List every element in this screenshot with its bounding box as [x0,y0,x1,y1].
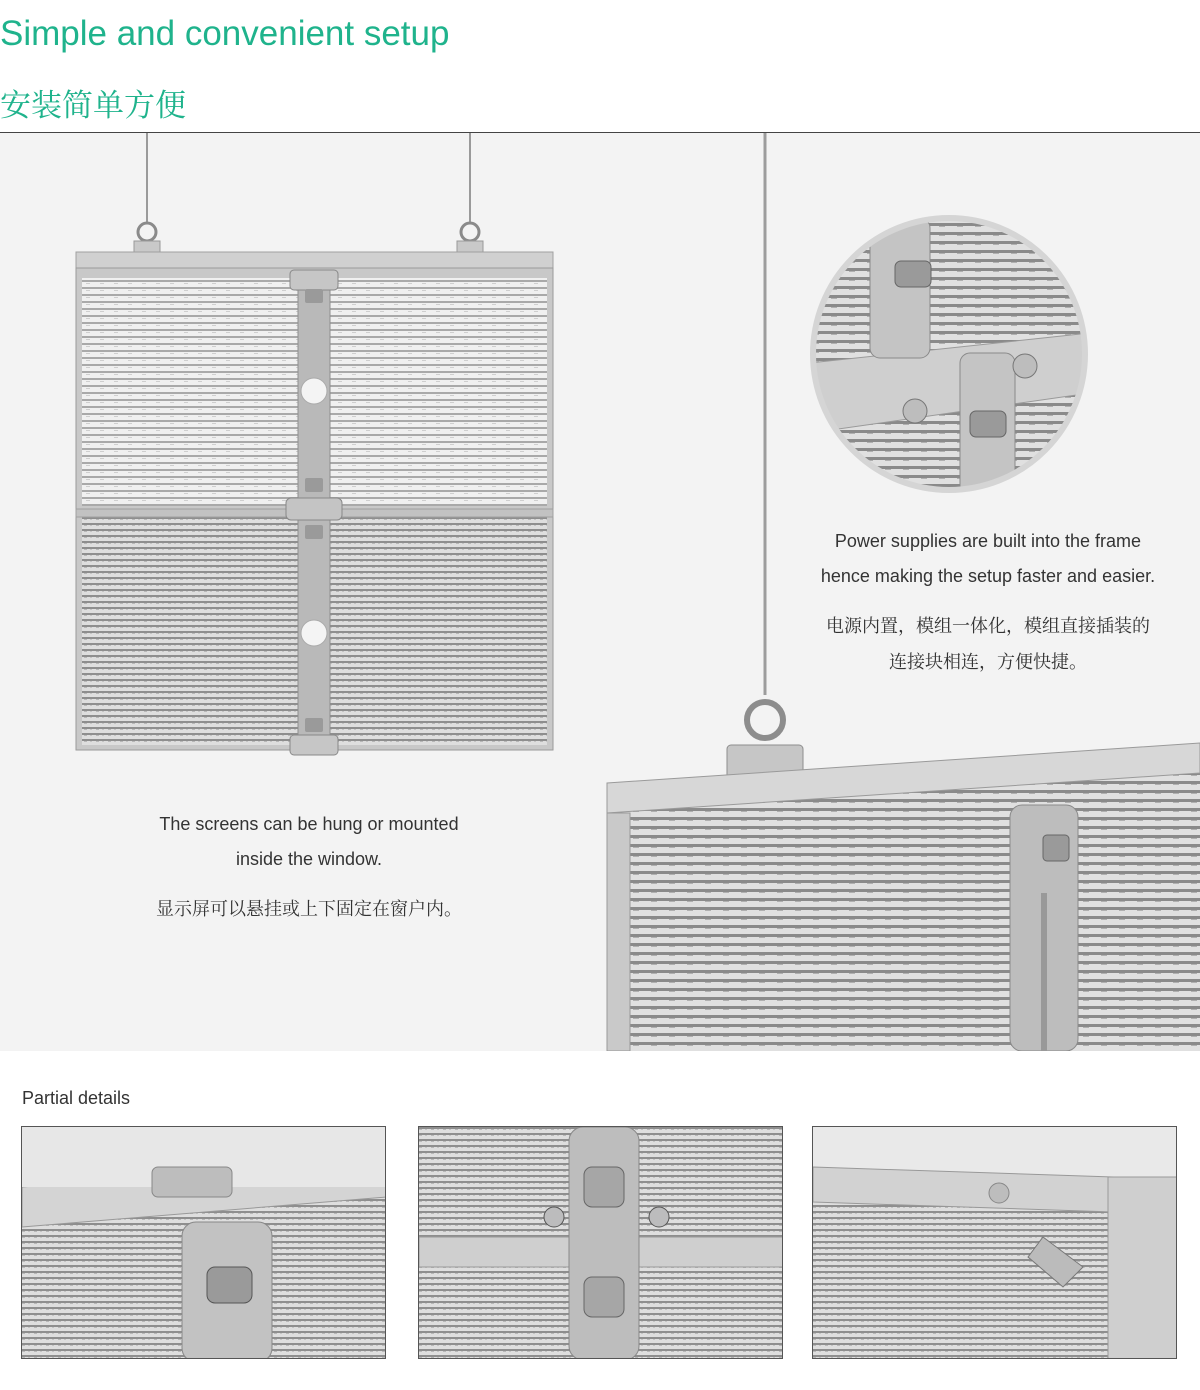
power-caption-zh-line1: 电源内置，模组一体化，模组直接插装的 [826,616,1150,636]
hang-caption-zh: 显示屏可以悬挂或上下固定在窗户内。 [156,899,462,919]
hang-caption-en-line1: The screens can be hung or mounted [159,814,459,834]
hero-section [0,133,1200,1051]
detail-image-top-bracket [21,1126,386,1359]
power-caption-en-line2: hence making the setup faster and easier. [820,566,1156,586]
hang-caption-en-line2: inside the window. [235,849,383,869]
hang-caption [100,807,518,927]
power-caption [788,524,1188,680]
detail-image-center-joint [418,1126,783,1359]
detail-image-corner-frame [812,1126,1177,1359]
page-title-en: Simple and convenient setup [0,14,450,53]
partial-details-title: Partial details [22,1088,131,1108]
page-title-zh: 安装简单方便 [0,88,186,123]
power-caption-en-line1: Power supplies are built into the frame [834,531,1142,551]
power-caption-zh-line2: 连接块相连，方便快捷。 [889,652,1087,672]
